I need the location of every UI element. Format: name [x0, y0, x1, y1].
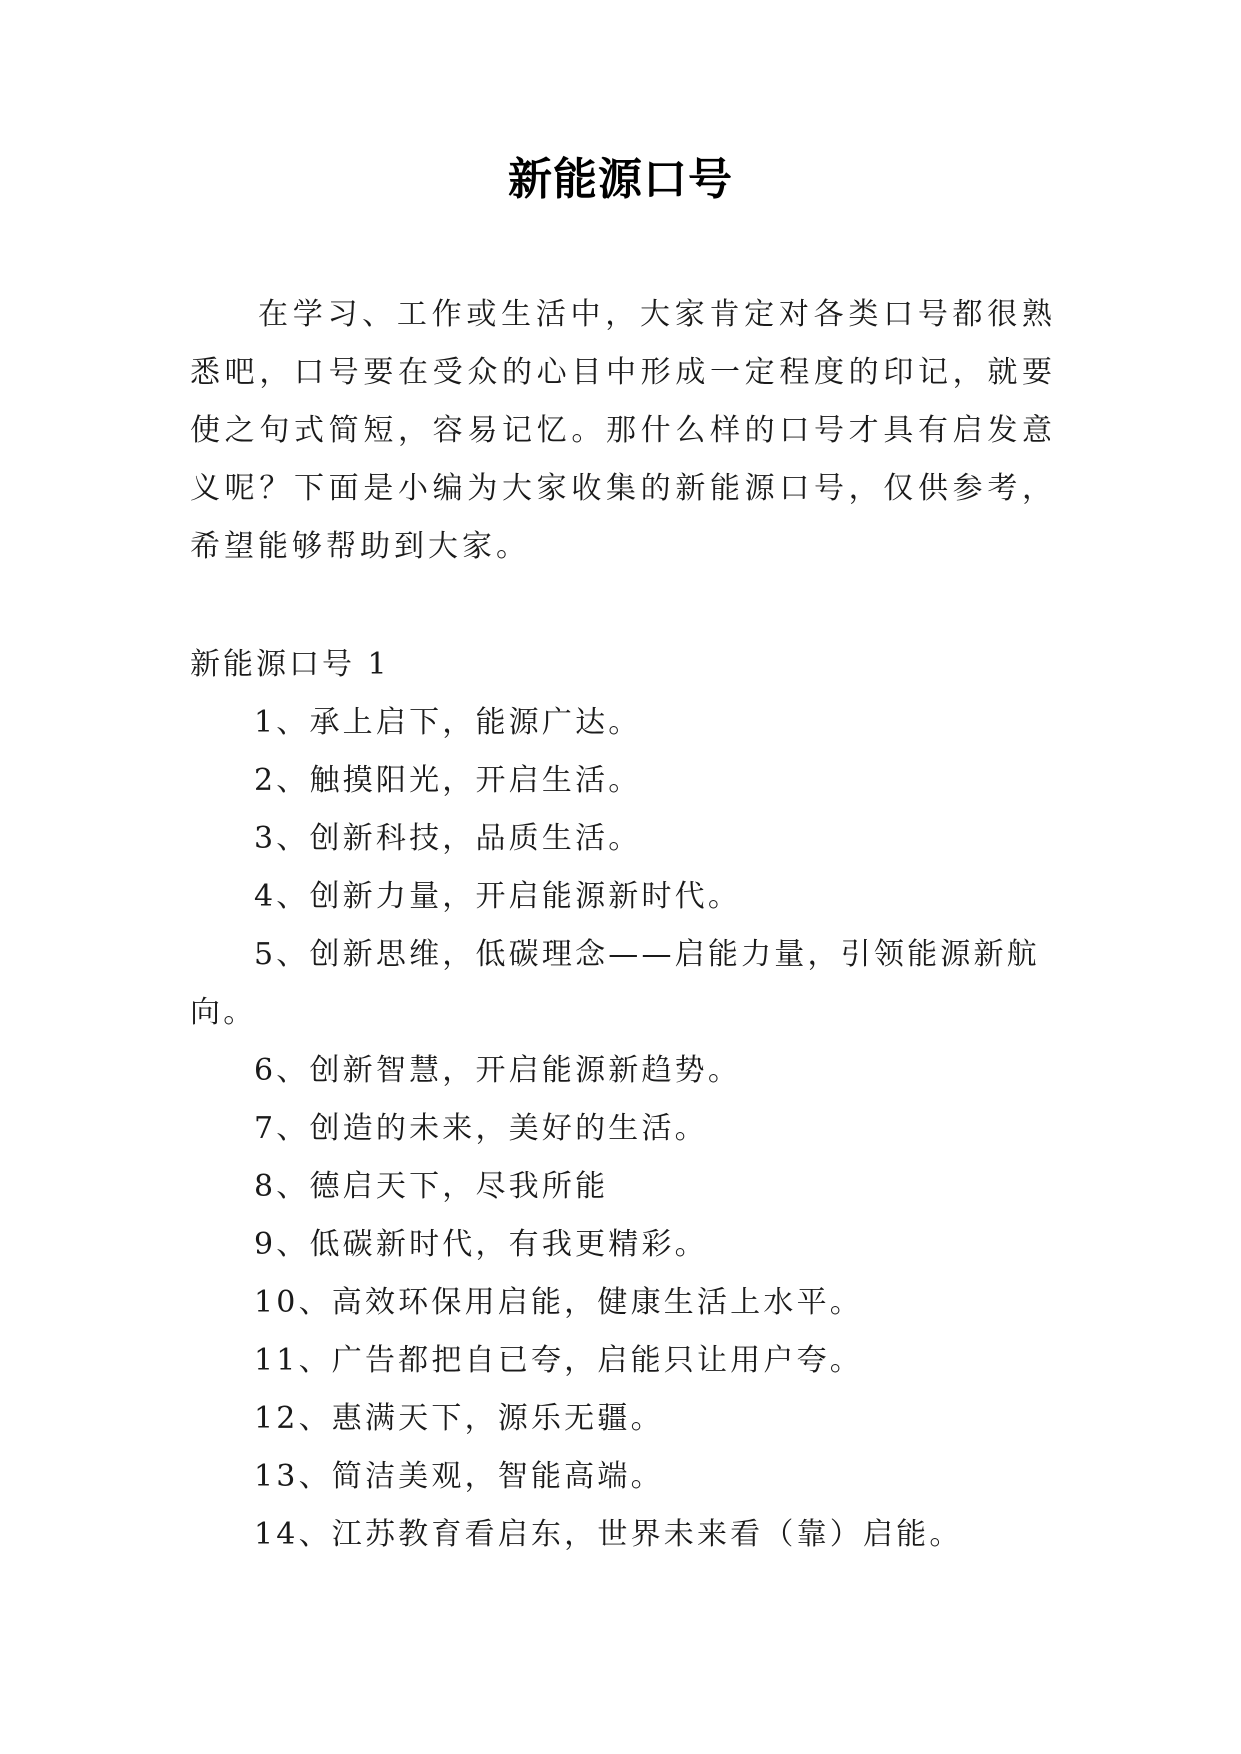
- slogan-item: 4、创新力量，开启能源新时代。: [254, 879, 742, 914]
- slogan-item: 1、承上启下，能源广达。: [254, 705, 642, 740]
- section-heading: 新能源口号 1: [190, 647, 390, 682]
- slogan-item: 7、创造的未来，美好的生活。: [254, 1111, 708, 1146]
- slogan-item: 6、创新智慧，开启能源新趋势。: [254, 1053, 742, 1088]
- slogan-item: 3、创新科技，品质生活。: [254, 821, 642, 856]
- slogan-item: 10、高效环保用启能，健康生活上水平。: [254, 1285, 863, 1320]
- slogan-item: 11、广告都把自已夸，启能只让用户夸。: [254, 1343, 863, 1378]
- slogan-item: 8、德启天下，尽我所能: [254, 1169, 609, 1204]
- slogan-item: 12、惠满天下，源乐无疆。: [254, 1401, 664, 1436]
- slogan-item: 13、简洁美观，智能高端。: [254, 1459, 664, 1494]
- page-title: 新能源口号: [508, 154, 733, 205]
- slogan-list: [190, 694, 1056, 1564]
- slogan-item: 2、触摸阳光，开启生活。: [254, 763, 642, 798]
- slogan-item: 5、创新思维，低碳理念——启能力量，引领能源新航向。: [190, 937, 1040, 1030]
- slogan-item: 9、低碳新时代，有我更精彩。: [254, 1227, 708, 1262]
- slogan-item: 14、江苏教育看启东，世界未来看（靠）启能。: [254, 1517, 963, 1552]
- intro-paragraph: 在学习、工作或生活中，大家肯定对各类口号都很熟悉吧，口号要在受众的心目中形成一定程度的印记，就要使之句式简短，容易记忆。那什么样的口号才具有启发意义呢？下面是小编为大家收集的新能源口号，仅供参考，希望能够帮助到大家。: [190, 297, 1056, 564]
